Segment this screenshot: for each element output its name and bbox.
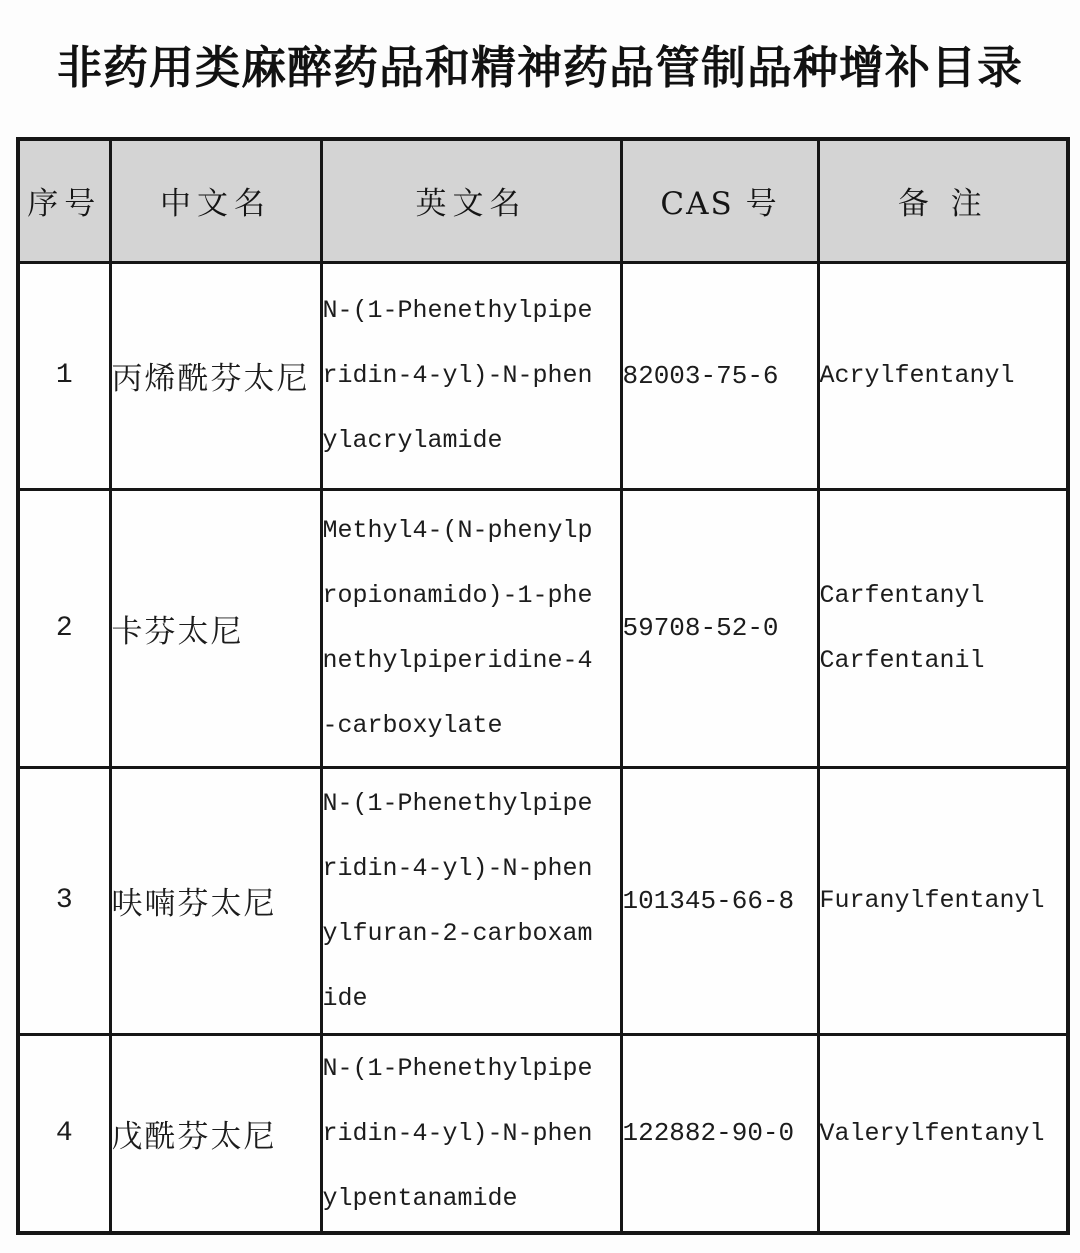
column-header-remark: 备 注 bbox=[818, 139, 1068, 262]
chinese-name-cell: 丙烯酰芬太尼 bbox=[110, 262, 321, 489]
row-number-cell: 2 bbox=[18, 489, 110, 767]
cas-number-cell: 101345-66-8 bbox=[621, 767, 818, 1034]
english-name-line: ide bbox=[322, 983, 368, 1013]
column-header-chinese-name: 中文名 bbox=[110, 139, 321, 262]
chinese-name-cell: 戊酰芬太尼 bbox=[110, 1034, 321, 1233]
english-name-line: ridin-4-yl)-N-phen bbox=[322, 1118, 593, 1148]
english-name-cell bbox=[321, 262, 621, 489]
document-title: 非药用类麻醉药品和精神药品管制品种增补目录 bbox=[56, 42, 1023, 93]
remark-line: Acrylfentanyl bbox=[819, 361, 1015, 390]
english-name-line: N-(1-Phenethylpipe bbox=[322, 1053, 593, 1083]
column-header-cas-number: CAS 号 bbox=[621, 139, 818, 262]
table-row bbox=[18, 1034, 1068, 1233]
table-row bbox=[18, 262, 1068, 489]
english-name-line: ylfuran-2-carboxam bbox=[322, 918, 593, 948]
english-name-cell bbox=[321, 767, 621, 1034]
row-number-cell: 4 bbox=[18, 1034, 110, 1233]
english-name-line: ridin-4-yl)-N-phen bbox=[322, 361, 593, 390]
remark-cell bbox=[818, 767, 1068, 1034]
remark-line: Carfentanyl bbox=[819, 581, 985, 610]
english-name-line: ridin-4-yl)-N-phen bbox=[322, 853, 593, 883]
row-number-cell: 1 bbox=[18, 262, 110, 489]
chinese-name-cell: 呋喃芬太尼 bbox=[110, 767, 321, 1034]
remark-line: Furanylfentanyl bbox=[819, 886, 1045, 915]
remark-cell bbox=[818, 262, 1068, 489]
english-name-line: N-(1-Phenethylpipe bbox=[322, 788, 593, 818]
english-name-line: -carboxylate bbox=[322, 711, 503, 740]
column-header-number: 序号 bbox=[18, 139, 110, 262]
remark-cell bbox=[818, 489, 1068, 767]
english-name-line: ylacrylamide bbox=[322, 426, 503, 455]
catalog-table bbox=[16, 137, 1070, 1235]
english-name-line: ropionamido)-1-phe bbox=[322, 581, 593, 610]
table-header-row bbox=[18, 139, 1068, 262]
english-name-line: ylpentanamide bbox=[322, 1183, 518, 1213]
english-name-cell bbox=[321, 1034, 621, 1233]
english-name-line: nethylpiperidine-4 bbox=[322, 646, 593, 675]
english-name-cell bbox=[321, 489, 621, 767]
cas-number-cell: 122882-90-0 bbox=[621, 1034, 818, 1233]
remark-line: Valerylfentanyl bbox=[819, 1118, 1045, 1148]
english-name-line: N-(1-Phenethylpipe bbox=[322, 296, 593, 325]
english-name-line: Methyl4-(N-phenylp bbox=[322, 516, 593, 545]
remark-cell bbox=[818, 1034, 1068, 1233]
column-header-english-name: 英文名 bbox=[321, 139, 621, 262]
table-row bbox=[18, 489, 1068, 767]
remark-line: Carfentanil bbox=[819, 646, 985, 675]
cas-number-cell: 82003-75-6 bbox=[621, 262, 818, 489]
chinese-name-cell: 卡芬太尼 bbox=[110, 489, 321, 767]
table-row bbox=[18, 767, 1068, 1034]
cas-number-cell: 59708-52-0 bbox=[621, 489, 818, 767]
row-number-cell: 3 bbox=[18, 767, 110, 1034]
